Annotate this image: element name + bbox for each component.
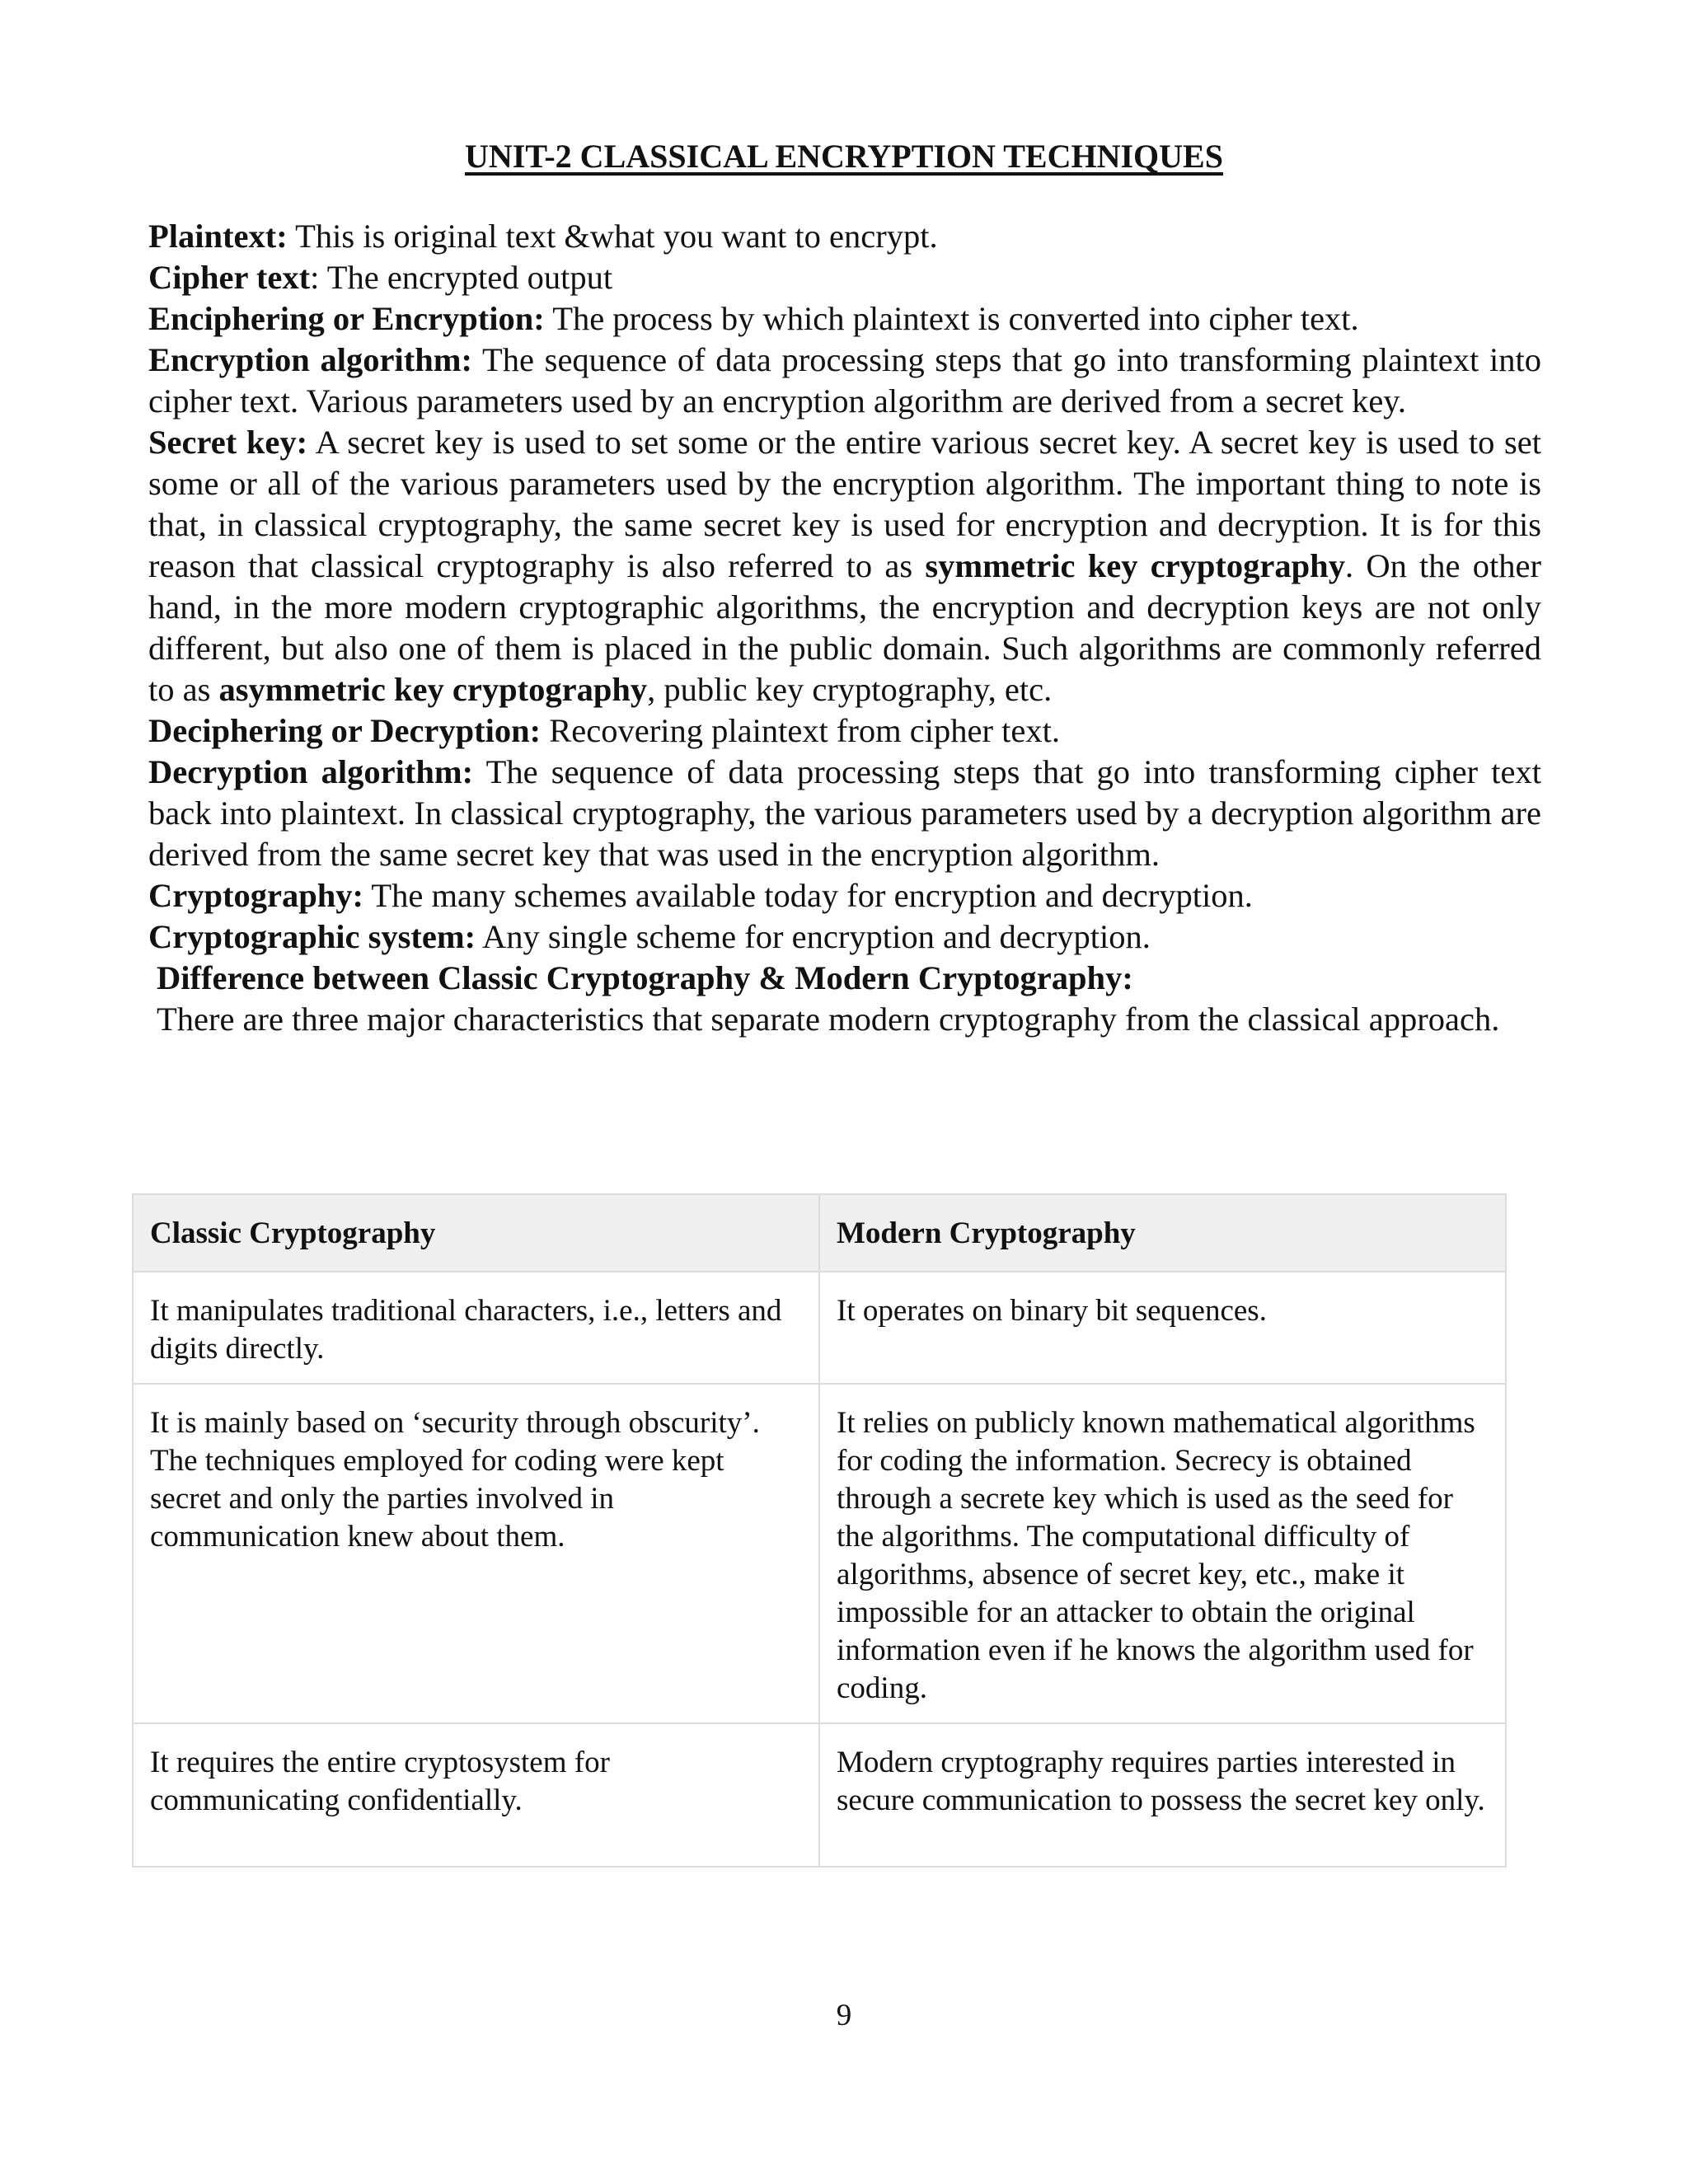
term-enciphering: Enciphering or Encryption:: [148, 300, 545, 337]
table-header-row: [133, 1194, 1506, 1272]
term-encryption-algorithm: Encryption algorithm:: [148, 341, 472, 378]
page-number: 9: [836, 1999, 852, 2032]
table-row: [133, 1272, 1506, 1384]
term-cryptographic-system: Cryptographic system:: [148, 918, 476, 955]
table-cell-modern: It operates on binary bit sequences.: [819, 1272, 1506, 1384]
table-row: [133, 1384, 1506, 1723]
difference-intro: There are three major characteristics that separate modern cryptography from the classical approach.: [157, 1001, 1500, 1038]
definition-cipher-text: Cipher text: The encrypted output: [148, 259, 613, 296]
term-secret-key: Secret key:: [148, 424, 308, 461]
table-cell-classic: It manipulates traditional characters, i.e., letters and digits directly.: [133, 1272, 819, 1384]
table-row: [133, 1723, 1506, 1867]
term-cipher-text: Cipher text: [148, 259, 311, 296]
table-cell-modern: It relies on publicly known mathematical algorithms for coding the information. Secrecy is obtained through a secrete key which is used as the seed for the algorithms. The computational difficulty of algorithms, absence of secret key, etc., make it impossible for an attacker to obtain the original information even if he knows the algorithm used for coding.: [819, 1384, 1506, 1723]
difference-heading: Difference between Classic Cryptography & Modern Cryptography:: [157, 959, 1133, 996]
table-cell-classic: It is mainly based on ‘security through obscurity’. The techniques employed for coding were kept secret and only the parties involved in communication knew about them.: [133, 1384, 819, 1723]
page-title: UNIT-2 CLASSICAL ENCRYPTION TECHNIQUES: [465, 138, 1223, 175]
table-cell-classic: It requires the entire cryptosystem for communicating confidentially.: [133, 1723, 819, 1867]
term-deciphering: Deciphering or Decryption:: [148, 712, 542, 749]
definition-cryptography: Cryptography: The many schemes available today for encryption and decryption.: [148, 877, 1253, 914]
column-header-modern: Modern Cryptography: [819, 1194, 1506, 1272]
comparison-table: [132, 1193, 1507, 1868]
definition-deciphering: Deciphering or Decryption: Recovering plaintext from cipher text.: [148, 712, 1060, 749]
definition-decryption-algorithm: Decryption algorithm: The sequence of data processing steps that go into transforming cipher text back into plaintext. In classical cryptography, the various parameters used by a decryption algorithm are derived from the same secret key that was used in the encryption algorithm.: [148, 753, 1541, 873]
term-plaintext: Plaintext:: [148, 218, 288, 255]
definition-plaintext: Plaintext: This is original text &what you want to encrypt.: [148, 218, 938, 255]
term-decryption-algorithm: Decryption algorithm:: [148, 753, 474, 790]
emphasis-symmetric-key: symmetric key cryptography: [925, 547, 1345, 584]
column-header-classic: Classic Cryptography: [133, 1194, 819, 1272]
definition-cryptographic-system: Cryptographic system: Any single scheme for encryption and decryption.: [148, 918, 1151, 955]
definition-encryption-algorithm: Encryption algorithm: The sequence of data processing steps that go into transforming plaintext into cipher text. Various parameters used by an encryption algorithm are derived from a secret key.: [148, 341, 1541, 419]
definitions-section: [148, 216, 1541, 1040]
term-cryptography: Cryptography:: [148, 877, 363, 914]
emphasis-asymmetric-key: asymmetric key cryptography: [218, 671, 648, 708]
table-cell-modern: Modern cryptography requires parties interested in secure communication to possess the secret key only.: [819, 1723, 1506, 1867]
definition-enciphering: Enciphering or Encryption: The process by which plaintext is converted into cipher text.: [148, 300, 1359, 337]
definition-secret-key: Secret key: A secret key is used to set some or the entire various secret key. A secret key is used to set some or all of the various parameters used by the encryption algorithm. The important thing to note is that, in classical cryptography, the same secret key is used for encryption and decryption. It is for this reason that classical cryptography is also referred to as symmetric key cryptography. On the other hand, in the more modern cryptographic algorithms, the encryption and decryption keys are not only different, but also one of them is placed in the public domain. Such algorithms are commonly referred to as asymmetric key cryptography, public key cryptography, etc.: [148, 424, 1542, 708]
